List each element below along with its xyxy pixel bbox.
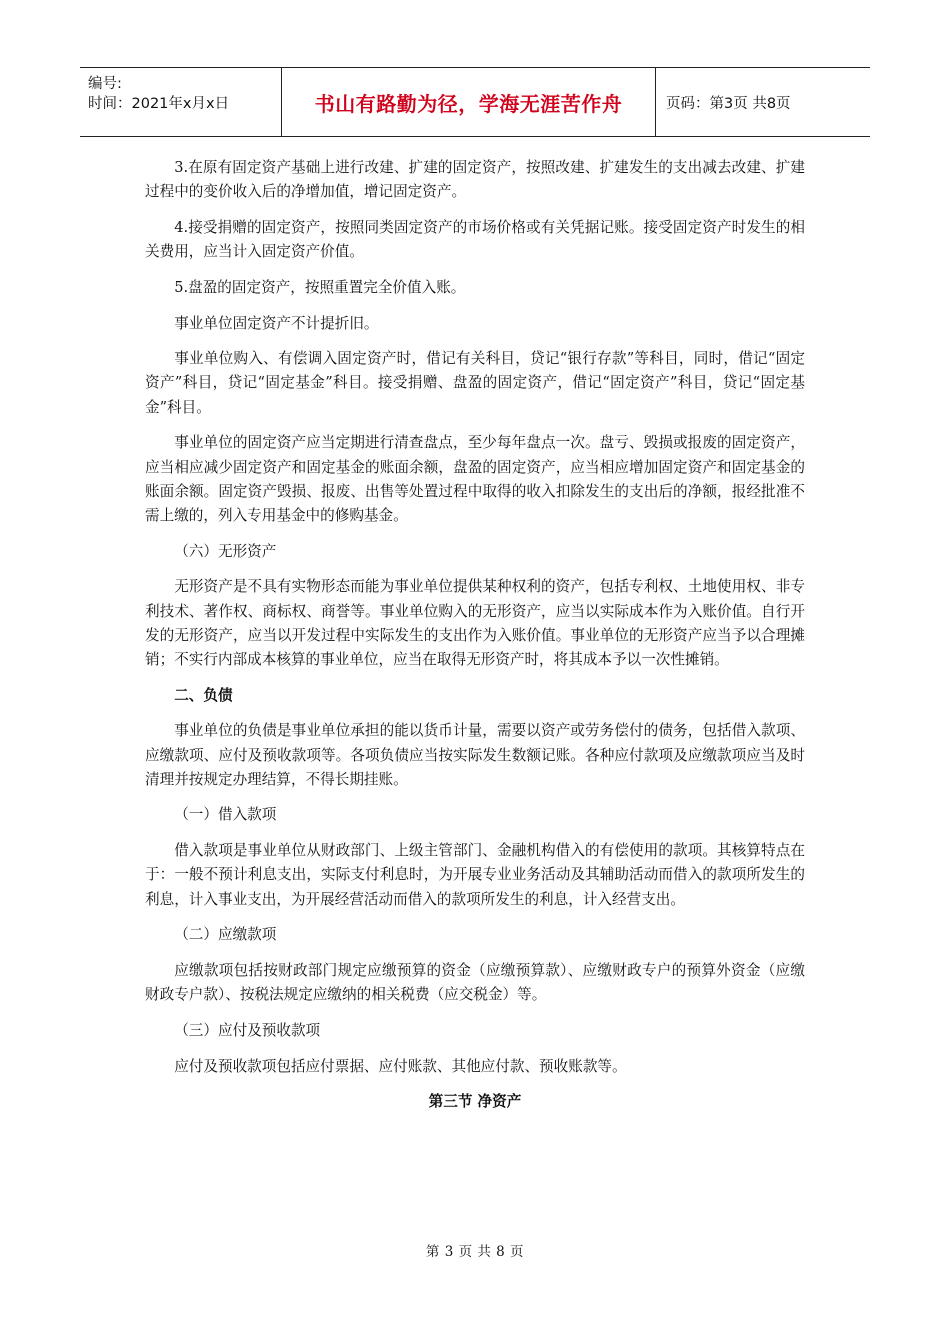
body-paragraph: （一）借入款项 [174,806,277,824]
page-header [80,67,870,137]
body-paragraph: 4.接受捐赠的固定资产，按照同类固定资产的市场价格或有关凭据记账。接受固定资产时发生的相关费用，应当计入固定资产价值。 [145,218,805,261]
header-meta [80,68,282,136]
header-motto: 书山有路勤为径，学海无涯苦作舟 [282,68,656,136]
body-paragraph: 无形资产是不具有实物形态而能为事业单位提供某种权利的资产，包括专利权、土地使用权、非专利技术、著作权、商标权、商誉等。事业单位购入的无形资产，应当以实际成本作为入账价值。自行开发的无形资产，应当以开发过程中实际发生的支出作为入账价值。事业单位的无形资产应当予以合理摊销；不实行内部成本核算的事业单位，应当在取得无形资产时，将其成本予以一次性摊销。 [145,578,805,668]
body-paragraph: 应缴款项包括按财政部门规定应缴预算的资金（应缴预算款）、应缴财政专户的预算外资金（应缴财政专户款）、按税法规定应缴纳的相关税费（应交税金）等。 [145,961,805,1004]
chapter-title: 第三节 净资产 [428,1093,522,1111]
body-paragraph: 应付及预收款项包括应付票据、应付账款、其他应付款、预收账款等。 [174,1057,627,1075]
body-paragraph: （二）应缴款项 [174,926,277,944]
document-number-label: 编号: [88,76,122,92]
body-paragraph: 借入款项是事业单位从财政部门、上级主管部门、金融机构借入的有偿使用的款项。其核算特点在于：一般不预计利息支出，实际支付利息时，为开展专业业务活动及其辅助活动而借入的款项所发生的利息，计入事业支出，为开展经营活动而借入的款项所发生的利息，计入经营支出。 [145,842,805,908]
body-paragraph: 事业单位的负债是事业单位承担的能以货币计量，需要以资产或劳务偿付的债务，包括借入款项、应缴款项、应付及预收款项等。各项负债应当按实际发生数额记账。各种应付款项及应缴款项应当及时清理并按规定办理结算，不得长期挂账。 [145,722,805,788]
body-paragraph: 事业单位购入、有偿调入固定资产时，借记有关科目，贷记“银行存款”等科目，同时，借记“固定资产”科目，贷记“固定基金”科目。接受捐赠、盘盈的固定资产，借记“固定资产”科目，贷记“固定基金”科目。 [145,350,805,416]
document-time-label: 时间：2021年x月x日 [88,96,230,112]
body-paragraph: 事业单位固定资产不计提折旧。 [174,314,379,332]
document-body [145,156,805,1126]
body-paragraph: 5.盘盈的固定资产，按照重置完全价值入账。 [174,278,466,296]
body-paragraph: 3.在原有固定资产基础上进行改建、扩建的固定资产，按照改建、扩建发生的支出减去改建、扩建过程中的变价收入后的净增加值，增记固定资产。 [145,159,805,201]
header-page-info: 页码：第3页 共8页 [666,95,791,112]
body-paragraph: （三）应付及预收款项 [174,1021,321,1039]
page-footer: 第 3 页 共 8 页 [425,1244,525,1260]
body-paragraph: 事业单位的固定资产应当定期进行清查盘点，至少每年盘点一次。盘亏、毁损或报废的固定资产，应当相应减少固定资产和固定基金的账面余额，盘盈的固定资产，应当相应增加固定资产和固定基金的账面余额。固定资产毁损、报废、出售等处置过程中取得的收入扣除发生的支出后的净额，报经批准不需上缴的，列入专用基金中的修购基金。 [145,434,805,524]
section-heading: 二、负债 [174,686,233,704]
body-paragraph: （六）无形资产 [174,542,277,560]
